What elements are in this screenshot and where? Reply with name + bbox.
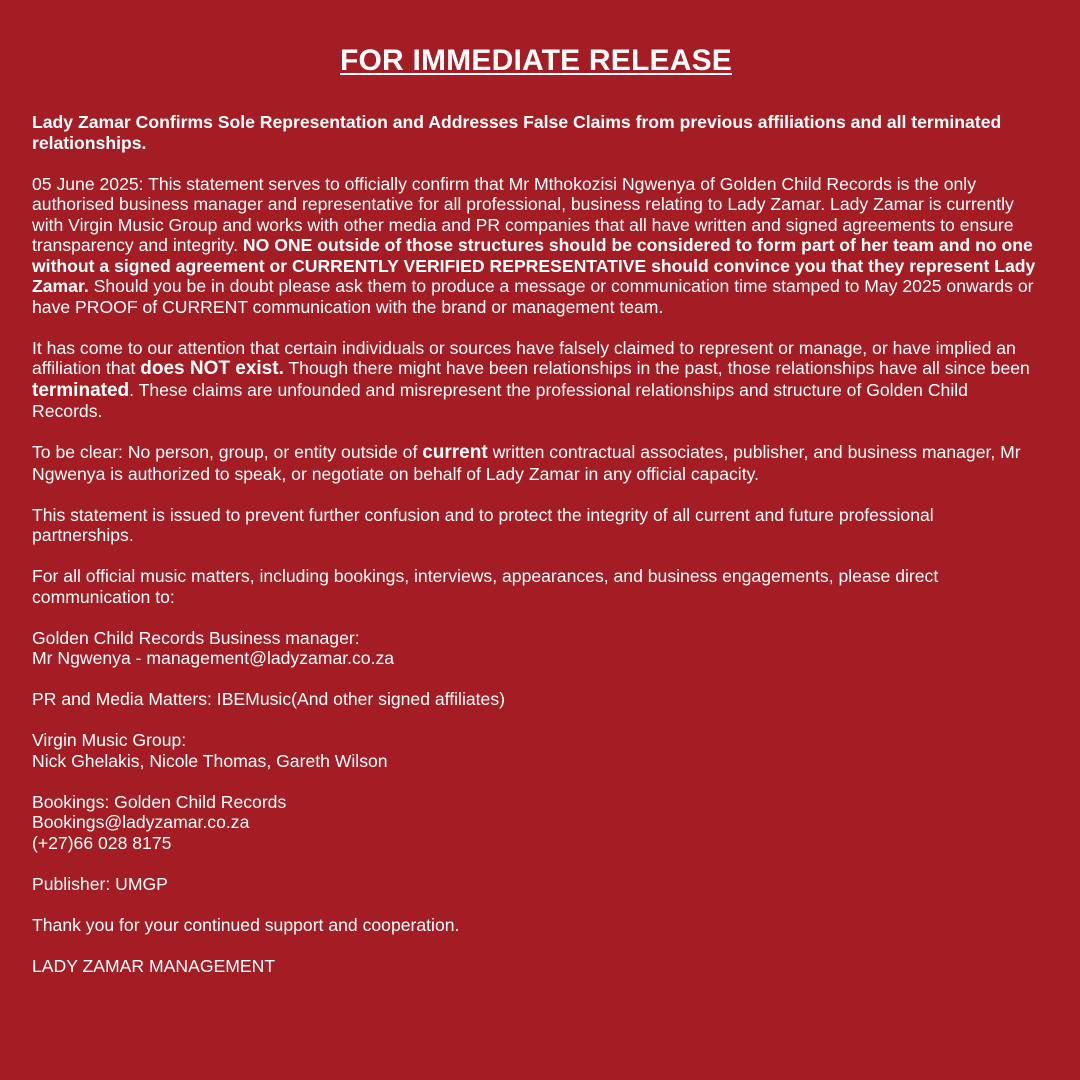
release-title: FOR IMMEDIATE RELEASE <box>340 44 732 77</box>
emphasis-text: NO ONE outside of those structures should be considered to form part of her team and no one without a signed agreement or CURRENTLY VERIFIED REPRESENTATIVE should convince you that they represent Lady Zamar. <box>32 235 1036 296</box>
paragraph-text: written contractual associates, publisher, and business manager, Mr Ngwenya is authorized to speak, or negotiate on behalf of Lady Zamar in any official capacity. <box>32 442 1021 484</box>
paragraph-text: It has come to our attention that certain individuals or sources have falsely claimed to represent or manage, or have implied an affiliation that <box>32 337 1016 378</box>
emphasis-text: current <box>422 442 488 463</box>
paragraph-text: To be clear: No person, group, or entity outside of <box>32 442 423 462</box>
emphasis-text: does NOT exist. <box>140 358 284 379</box>
paragraph-purpose: This statement is issued to prevent further confusion and to protect the integrity of all current and future professional partnerships. <box>32 504 934 545</box>
contact-label: Virgin Music Group: <box>32 730 187 750</box>
contact-value: Nick Ghelakis, Nicole Thomas, Gareth Wilson <box>32 750 388 771</box>
contact-pr: PR and Media Matters: IBEMusic(And other signed affiliates) <box>32 689 505 709</box>
emphasis-text: terminated <box>32 379 130 401</box>
paragraph-text: . These claims are unfounded and misrepresent the professional relationships and structure of Golden Child Records. <box>32 379 968 421</box>
contact-bookings <box>32 792 1040 854</box>
contact-phone: (+27)66 028 8175 <box>32 832 172 853</box>
contact-virgin <box>32 730 1040 771</box>
paragraph-clarification <box>32 442 1040 484</box>
contact-label: Golden Child Records Business manager: <box>32 627 360 648</box>
paragraph-false-claims <box>32 338 1040 422</box>
paragraph-confirmation <box>32 174 1040 318</box>
contact-email: Bookings@ladyzamar.co.za <box>32 812 250 832</box>
paragraph-text: Should you be in doubt please ask them to produce a message or communication time stamped to May 2025 onwards or have PROOF of CURRENT communication with the brand or management team. <box>32 276 1034 317</box>
paragraph-text: 05 June 2025: This statement serves to officially confirm that Mr Mthokozisi Ngwenya of Golden Child Records is the only authorised business manager and representative for all professional, business relating to Lady Zamar. Lady Zamar is currently with Virgin Music Group and works with other media and PR companies that all have written and signed agreements to ensure transparency and integrity. <box>32 173 1014 255</box>
contact-label: Bookings: Golden Child Records <box>32 791 287 812</box>
release-headline: Lady Zamar Confirms Sole Representation and Addresses False Claims from previous affiliations and all terminated relationships. <box>32 112 1002 153</box>
contact-value: Mr Ngwenya - management@ladyzamar.co.za <box>32 648 395 668</box>
contact-publisher: Publisher: UMGP <box>32 873 168 894</box>
signature: LADY ZAMAR MANAGEMENT <box>32 955 276 976</box>
paragraph-contact-intro: For all official music matters, including bookings, interviews, appearances, and business engagements, please direct communication to: <box>32 566 939 607</box>
paragraph-text: Though there might have been relationships in the past, those relationships have all since been <box>283 358 1030 378</box>
contact-golden-child <box>32 628 1040 669</box>
thanks-line: Thank you for your continued support and cooperation. <box>32 914 460 935</box>
